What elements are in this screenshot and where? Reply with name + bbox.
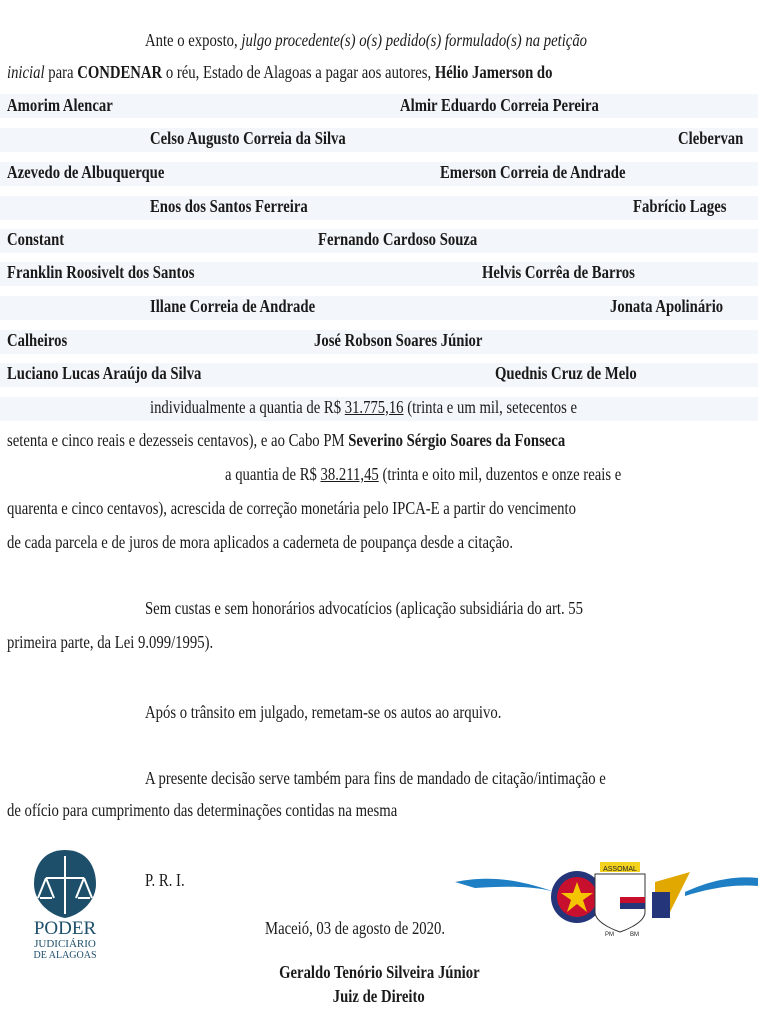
text: individualmente a quantia de R$ [150, 397, 345, 417]
author-name: Helvis Corrêa de Barros [482, 262, 635, 282]
assomal-logo [455, 852, 758, 942]
signer-name [0, 962, 758, 983]
author-name: Enos dos Santos Ferreira [150, 196, 308, 216]
poder-judiciario-logo [20, 848, 110, 963]
text-line: A presente decisão serve também para fins de mandado de citação/intimação e [145, 768, 606, 788]
logo-text: DE ALAGOAS [33, 950, 97, 961]
author-name: Calheiros [7, 330, 68, 350]
pri: P. R. I. [145, 870, 185, 890]
text-line: Sem custas e sem honorários advocatícios (aplicação subsidiária do art. 55 [145, 598, 584, 618]
text: Juiz de Direito [332, 986, 426, 1006]
author-name: Quednis Cruz de Melo [495, 363, 637, 383]
text: para [44, 62, 78, 82]
logo-text: PODER [33, 918, 97, 939]
text-line [150, 397, 577, 417]
text: Ante o exposto, [145, 30, 242, 50]
text: inicial [7, 62, 45, 82]
place-date: Maceió, 03 de agosto de 2020. [265, 918, 446, 938]
author-name: Luciano Lucas Araújo da Silva [7, 363, 202, 383]
author-name: Fabrício Lages [633, 196, 727, 216]
author-name: Amorim Alencar [7, 95, 113, 115]
author-name: Illane Correia de Andrade [150, 296, 316, 316]
author-name: Almir Eduardo Correia Pereira [400, 95, 599, 115]
text-line: de ofício para cumprimento das determinações contidas na mesma [7, 800, 398, 820]
text-line [145, 30, 587, 50]
text-line [7, 430, 565, 450]
text: CONDENAR [77, 62, 163, 82]
logo-text: ASSOMAL [603, 866, 637, 873]
text-line: de cada parcela e de juros de mora aplicados a caderneta de poupança desde a citação. [7, 532, 514, 552]
amount: 38.211,45 [320, 464, 379, 484]
author-name: Jonata Apolinário [610, 296, 724, 316]
text: (trinta e oito mil, duzentos e onze reais e [378, 464, 622, 484]
text-line [7, 62, 552, 82]
text: Hélio Jamerson do [434, 62, 553, 82]
author-name: Franklin Roosivelt dos Santos [7, 262, 195, 282]
text: julgo procedente(s) o(s) pedido(s) formulado(s) na petição [241, 30, 588, 50]
author-name: Fernando Cardoso Souza [318, 229, 478, 249]
assomal-emblem-icon [455, 852, 758, 942]
text: Geraldo Tenório Silveira Júnior [278, 962, 480, 982]
signer-title [0, 986, 758, 1007]
text: (trinta e um mil, setecentos e [403, 397, 578, 417]
author-name: Constant [7, 229, 65, 249]
text-line: primeira parte, da Lei 9.099/1995). [7, 632, 214, 652]
text-line: Após o trânsito em julgado, remetam-se os autos ao arquivo. [145, 702, 502, 722]
logo-text: JUDICIÁRIO [34, 938, 96, 950]
amount: 31.775,16 [344, 397, 404, 417]
text: o réu, Estado de Alagoas a pagar aos autores, [162, 62, 435, 82]
scales-icon [32, 848, 98, 920]
text: Severino Sérgio Soares da Fonseca [348, 430, 566, 450]
author-name: Clebervan [678, 128, 744, 148]
author-name: Celso Augusto Correia da Silva [150, 128, 346, 148]
text-line [225, 464, 621, 484]
author-name: Azevedo de Albuquerque [7, 162, 165, 182]
text: a quantia de R$ [225, 464, 321, 484]
text: setenta e cinco reais e dezesseis centavos), e ao Cabo PM [7, 430, 349, 450]
logo-text: PM [605, 932, 614, 938]
text-line: quarenta e cinco centavos), acrescida de correção monetária pelo IPCA-E a partir do vencimento [7, 498, 576, 518]
logo-text: BM [630, 932, 639, 938]
author-name: José Robson Soares Júnior [314, 330, 483, 350]
author-name: Emerson Correia de Andrade [440, 162, 626, 182]
